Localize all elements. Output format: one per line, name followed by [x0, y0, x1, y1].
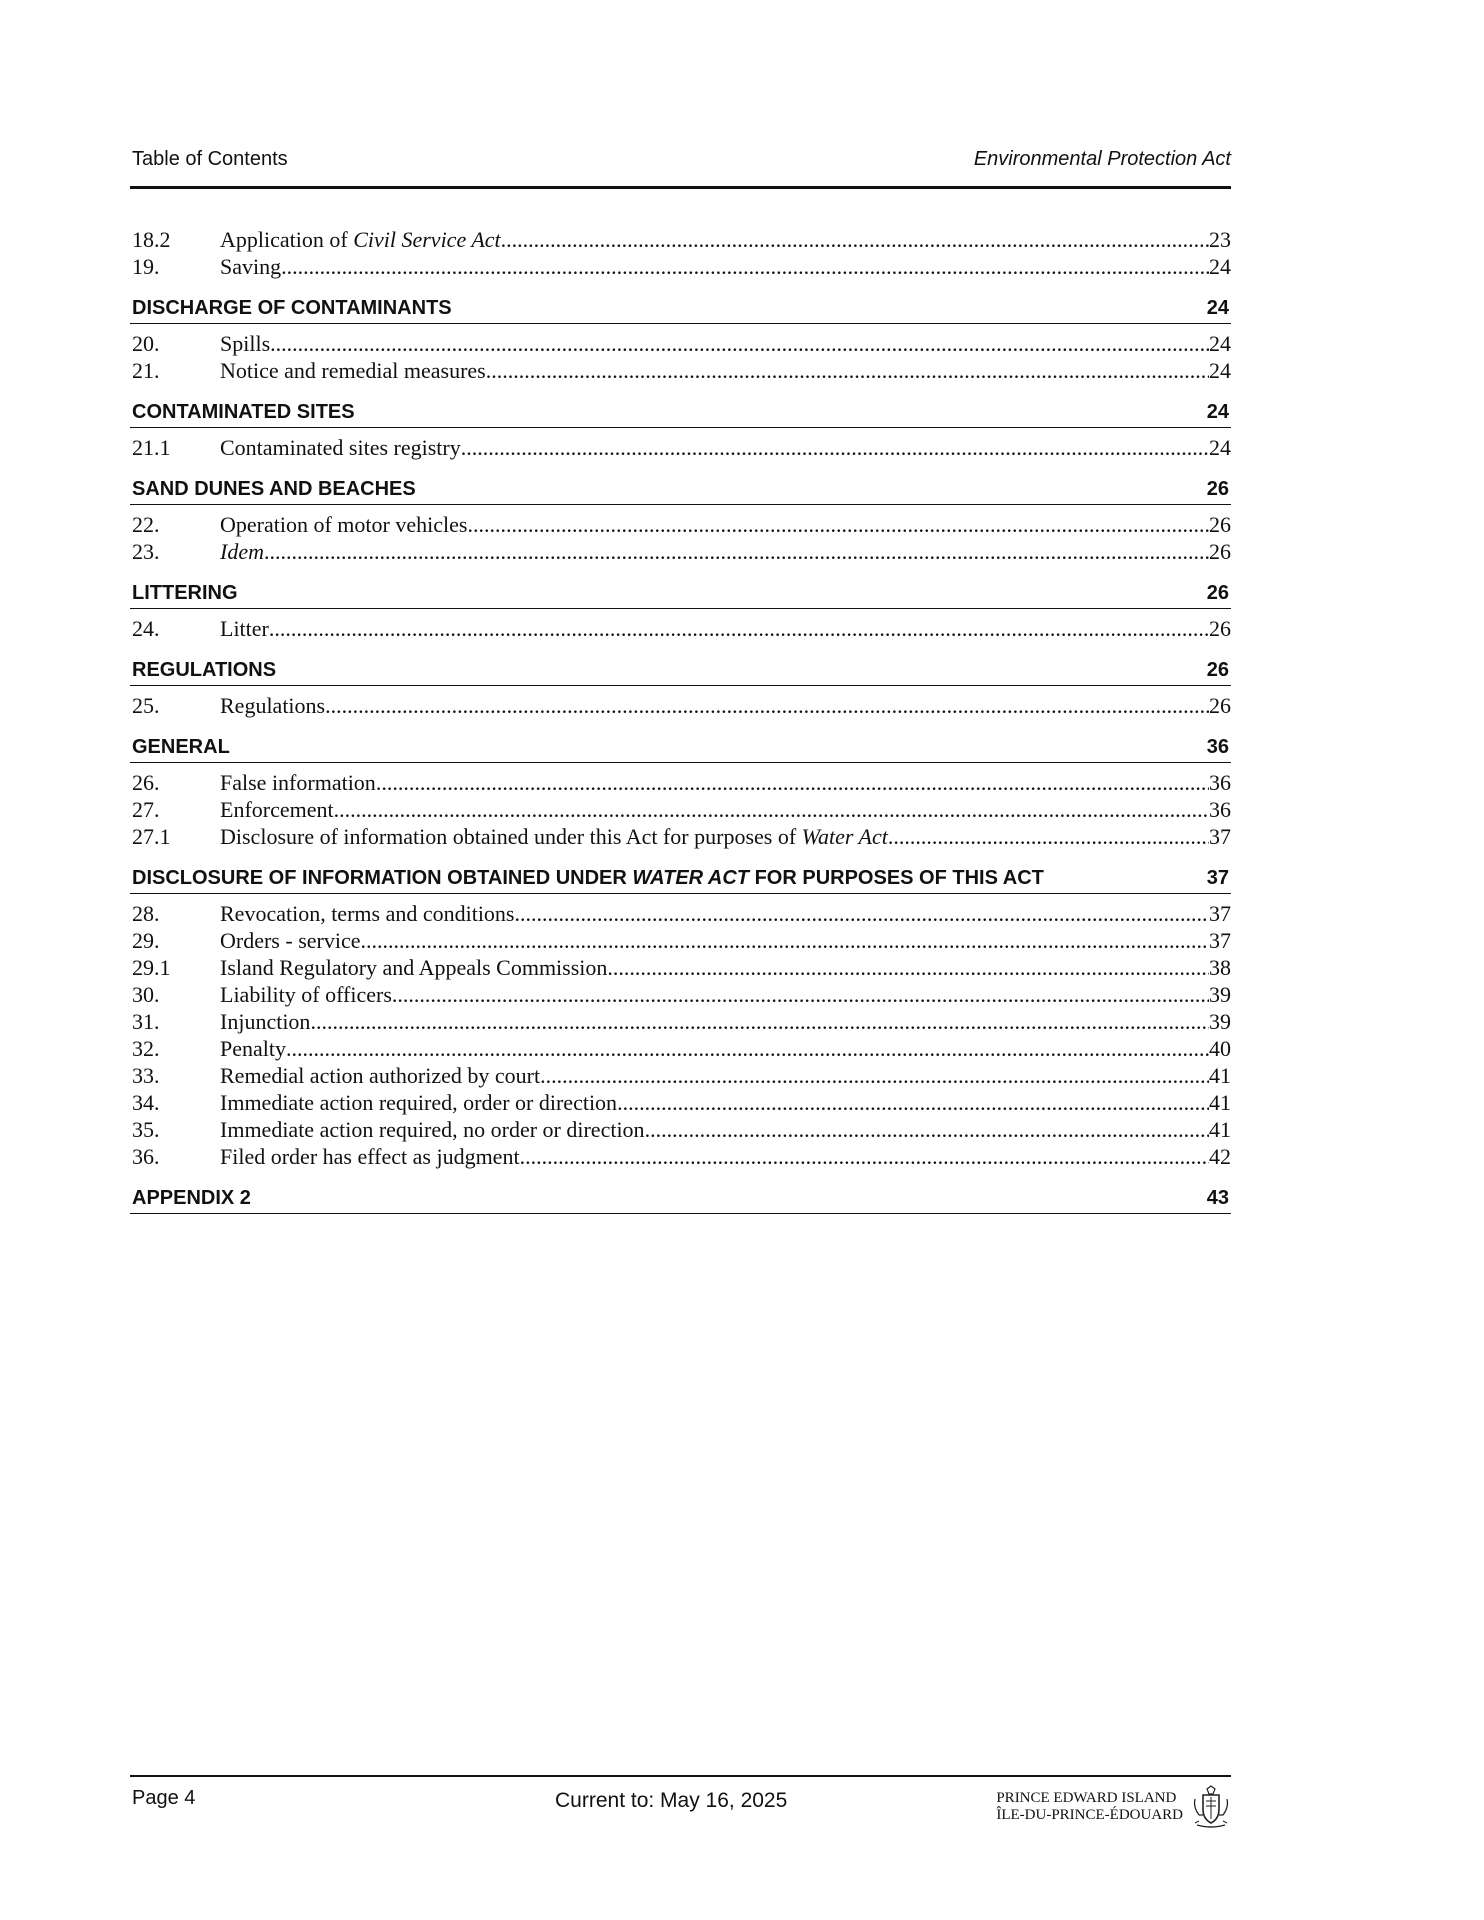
toc-entry-number: 29. — [132, 928, 160, 953]
coat-of-arms-icon — [1191, 1785, 1231, 1829]
toc-entry-page: 36 — [1209, 770, 1231, 795]
toc-dot-leader — [264, 538, 1209, 565]
toc-entry[interactable] — [130, 434, 1231, 461]
toc-entry-number: 29.1 — [132, 955, 171, 980]
toc-entry-page: 26 — [1209, 693, 1231, 718]
toc-dot-leader — [269, 615, 1209, 642]
toc-section-page: 26 — [1206, 582, 1229, 604]
toc-section-page: 24 — [1206, 401, 1229, 423]
toc-entry[interactable] — [130, 954, 1231, 981]
toc-entry-title: Immediate action required, no order or direction — [220, 1117, 645, 1142]
toc-entry[interactable] — [130, 511, 1231, 538]
toc-entry[interactable] — [130, 769, 1231, 796]
toc-dot-leader — [888, 823, 1209, 850]
toc-section-page: 36 — [1206, 736, 1229, 758]
toc-section-title: CONTAMINATED SITES — [132, 401, 355, 423]
toc-section-title: REGULATIONS — [132, 659, 277, 681]
toc-dot-leader — [310, 1008, 1209, 1035]
toc-section-page: 26 — [1206, 659, 1229, 681]
table-of-contents — [130, 226, 1231, 1220]
toc-entry-page: 37 — [1209, 824, 1231, 849]
toc-entry-number: 21.1 — [132, 435, 171, 460]
toc-dot-leader — [334, 796, 1209, 823]
toc-entry-page: 24 — [1209, 331, 1231, 356]
toc-entry-number: 36. — [132, 1144, 160, 1169]
toc-entry-number: 35. — [132, 1117, 160, 1142]
toc-entry-page: 42 — [1209, 1144, 1231, 1169]
toc-entry-number: 23. — [132, 539, 160, 564]
toc-section-heading[interactable] — [130, 733, 1231, 763]
toc-section-heading[interactable] — [130, 864, 1231, 894]
toc-entry[interactable] — [130, 796, 1231, 823]
toc-dot-leader — [486, 357, 1209, 384]
footer-page-number: Page 4 — [132, 1787, 196, 1809]
toc-section-heading[interactable] — [130, 398, 1231, 428]
toc-section-title: DISCLOSURE OF INFORMATION OBTAINED UNDER WATER ACT FOR PURPOSES OF THIS ACT — [132, 867, 1044, 889]
toc-entry-number: 19. — [132, 254, 160, 279]
header-section-label: Table of Contents — [132, 148, 288, 170]
toc-section-title: DISCHARGE OF CONTAMINANTS — [132, 297, 452, 319]
toc-dot-leader — [281, 253, 1209, 280]
toc-section-page: 37 — [1206, 867, 1229, 889]
toc-entry-number: 21. — [132, 358, 160, 383]
toc-entry-number: 31. — [132, 1009, 160, 1034]
toc-entry-number: 33. — [132, 1063, 160, 1088]
page-header — [130, 148, 1231, 189]
toc-section-heading[interactable] — [130, 475, 1231, 505]
toc-section-page: 43 — [1206, 1187, 1229, 1209]
toc-section-page: 24 — [1206, 297, 1229, 319]
toc-section-title: GENERAL — [132, 736, 230, 758]
toc-entry-page: 36 — [1209, 797, 1231, 822]
toc-entry-page: 24 — [1209, 358, 1231, 383]
toc-entry-number: 22. — [132, 512, 160, 537]
toc-entry[interactable] — [130, 1143, 1231, 1170]
toc-section-heading[interactable] — [130, 579, 1231, 609]
toc-entry-title: Saving — [220, 254, 282, 279]
toc-dot-leader — [645, 1116, 1209, 1143]
toc-entry-number: 20. — [132, 331, 160, 356]
toc-entry-title: Regulations — [220, 693, 326, 718]
toc-entry-title: Liability of officers — [220, 982, 392, 1007]
toc-entry-title: Notice and remedial measures — [220, 358, 486, 383]
toc-entry-number: 27.1 — [132, 824, 171, 849]
toc-entry-page: 24 — [1209, 435, 1231, 460]
footer-logo-line-english: PRINCE EDWARD ISLAND — [996, 1790, 1177, 1806]
toc-dot-leader — [607, 954, 1209, 981]
toc-section-heading[interactable] — [130, 1184, 1231, 1214]
toc-dot-leader — [461, 434, 1209, 461]
toc-dot-leader — [286, 1035, 1209, 1062]
toc-entry[interactable] — [130, 330, 1231, 357]
toc-entry-title: Orders - service — [220, 928, 361, 953]
toc-section-title: APPENDIX 2 — [132, 1187, 251, 1209]
toc-entry-number: 25. — [132, 693, 160, 718]
toc-entry[interactable] — [130, 538, 1231, 565]
toc-entry-title: Operation of motor vehicles — [220, 512, 468, 537]
toc-entry-number: 24. — [132, 616, 160, 641]
toc-entry-title: Application of Civil Service Act — [220, 227, 501, 252]
toc-entry[interactable] — [130, 1089, 1231, 1116]
toc-entry-number: 30. — [132, 982, 160, 1007]
toc-entry[interactable] — [130, 1116, 1231, 1143]
toc-entry-page: 37 — [1209, 928, 1231, 953]
toc-dot-leader — [540, 1062, 1209, 1089]
toc-dot-leader — [376, 769, 1209, 796]
toc-entry-page: 41 — [1209, 1090, 1231, 1115]
footer-current-date: Current to: May 16, 2025 — [555, 1789, 788, 1812]
toc-entry-number: 27. — [132, 797, 160, 822]
toc-dot-leader — [520, 1143, 1209, 1170]
toc-entry-title: Contaminated sites registry — [220, 435, 461, 460]
toc-entry-page: 40 — [1209, 1036, 1231, 1061]
toc-dot-leader — [617, 1089, 1209, 1116]
toc-entry-title: Enforcement — [220, 797, 334, 822]
toc-dot-leader — [467, 511, 1209, 538]
toc-entry[interactable] — [130, 226, 1231, 253]
toc-entry-title: Revocation, terms and conditions — [220, 901, 515, 926]
toc-dot-leader — [361, 927, 1210, 954]
toc-entry-number: 34. — [132, 1090, 160, 1115]
toc-entry-title: Disclosure of information obtained under this Act for purposes of Water Act — [220, 824, 888, 849]
toc-entry-page: 24 — [1209, 254, 1231, 279]
toc-entry-page: 26 — [1209, 616, 1231, 641]
toc-entry-title: Remedial action authorized by court — [220, 1063, 541, 1088]
toc-section-page: 26 — [1206, 478, 1229, 500]
toc-entry-title: Immediate action required, order or direction — [220, 1090, 618, 1115]
toc-entry[interactable] — [130, 1062, 1231, 1089]
toc-entry-title: Spills — [220, 331, 271, 356]
toc-entry[interactable] — [130, 692, 1231, 719]
toc-entry-page: 41 — [1209, 1117, 1231, 1142]
footer-logo — [996, 1785, 1231, 1829]
toc-dot-leader — [325, 692, 1209, 719]
toc-entry[interactable] — [130, 615, 1231, 642]
toc-entry-page: 26 — [1209, 512, 1231, 537]
toc-section-title: LITTERING — [132, 582, 238, 604]
toc-entry[interactable] — [130, 981, 1231, 1008]
footer-logo-line-french: ÎLE-DU-PRINCE-ÉDOUARD — [996, 1807, 1183, 1823]
toc-entry-number: 28. — [132, 901, 160, 926]
toc-dot-leader — [392, 981, 1209, 1008]
toc-section-heading[interactable] — [130, 656, 1231, 686]
toc-entry-page: 26 — [1209, 539, 1231, 564]
toc-entry-title: Injunction — [220, 1009, 311, 1034]
toc-entry[interactable] — [130, 1008, 1231, 1035]
toc-section-title: SAND DUNES AND BEACHES — [132, 478, 416, 500]
toc-entry-page: 23 — [1209, 227, 1231, 252]
header-act-title: Environmental Protection Act — [973, 148, 1231, 170]
toc-entry-number: 32. — [132, 1036, 160, 1061]
toc-entry-title: Idem — [220, 539, 264, 564]
toc-entry-title: Island Regulatory and Appeals Commission — [220, 955, 608, 980]
toc-entry-title: Penalty — [220, 1036, 286, 1061]
toc-entry[interactable] — [130, 900, 1231, 927]
toc-dot-leader — [270, 330, 1209, 357]
toc-entry-number: 18.2 — [132, 227, 171, 252]
toc-entry[interactable] — [130, 253, 1231, 280]
toc-entry-title: Filed order has effect as judgment — [220, 1144, 520, 1169]
toc-entry[interactable] — [130, 357, 1231, 384]
toc-entry-page: 41 — [1209, 1063, 1231, 1088]
toc-entry-page: 39 — [1209, 982, 1231, 1007]
footer-logo-text — [996, 1790, 1183, 1824]
toc-entry[interactable] — [130, 823, 1231, 850]
toc-entry-number: 26. — [132, 770, 160, 795]
toc-entry-page: 38 — [1209, 955, 1231, 980]
toc-entry-title: Litter — [220, 616, 269, 641]
document-page — [130, 0, 1231, 1920]
toc-entry-page: 37 — [1209, 901, 1231, 926]
toc-dot-leader — [501, 226, 1209, 253]
toc-entry-title: False information — [220, 770, 376, 795]
toc-entry[interactable] — [130, 1035, 1231, 1062]
toc-entry[interactable] — [130, 927, 1231, 954]
page-footer — [130, 1775, 1231, 1837]
toc-dot-leader — [515, 900, 1210, 927]
toc-entry-page: 39 — [1209, 1009, 1231, 1034]
toc-section-heading[interactable] — [130, 294, 1231, 324]
